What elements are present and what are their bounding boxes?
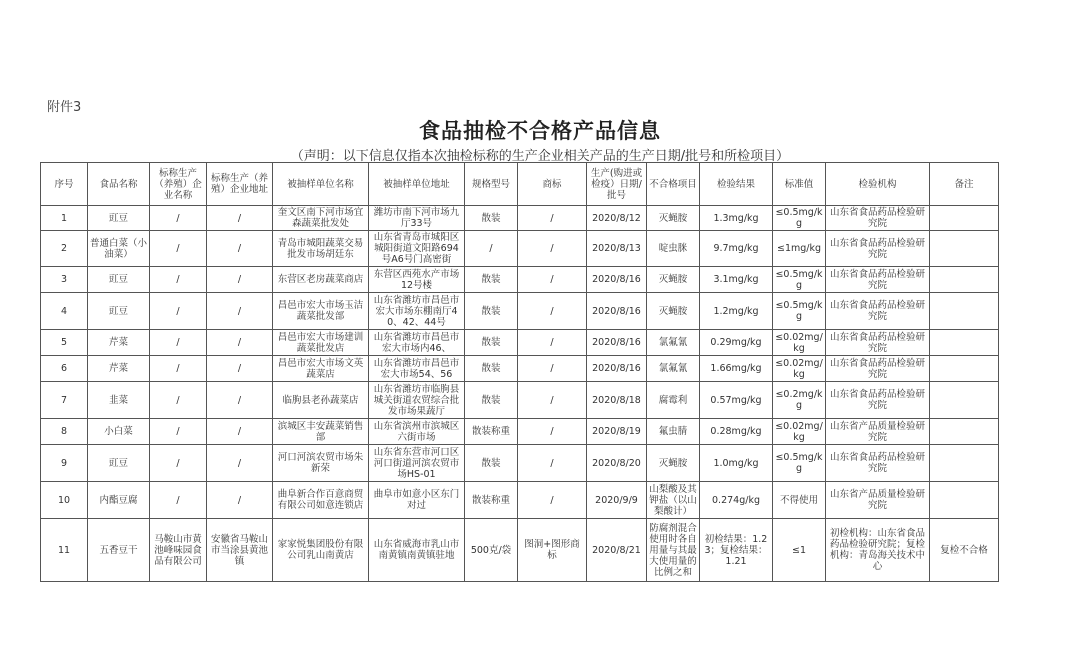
table-cell: 灭蝇胺 — [647, 445, 700, 482]
table-cell: 山东省食品药品检验研究院 — [826, 206, 930, 231]
table-cell: 山东省青岛市城阳区城阳街道文阳路694号A6号门高密街 — [369, 231, 465, 267]
table-row — [41, 330, 999, 356]
table-cell: 7 — [41, 382, 88, 419]
table-row — [41, 445, 999, 482]
page-title: 食品抽检不合格产品信息 — [419, 119, 661, 143]
table-cell: ≤0.2mg/kg — [773, 382, 826, 419]
table-cell: 2020/8/18 — [587, 382, 647, 419]
table-cell: 灭蝇胺 — [647, 267, 700, 293]
table-row — [41, 267, 999, 293]
table-cell: 散装称重 — [465, 482, 518, 519]
table-cell: 防腐剂混合使用时各自用量与其最大使用量的比例之和 — [647, 519, 700, 582]
table-cell: 2020/8/21 — [587, 519, 647, 582]
header-cell: 不合格项目 — [647, 163, 700, 206]
table-cell: / — [150, 231, 207, 267]
table-cell: 山东省食品药品检验研究院 — [826, 267, 930, 293]
table-cell: / — [150, 206, 207, 231]
table-cell — [930, 356, 999, 382]
header-cell: 被抽样单位地址 — [369, 163, 465, 206]
table-cell: 山东省威海市乳山市南黄镇南黄镇驻地 — [369, 519, 465, 582]
header-cell: 标称生产（养殖）企业名称 — [150, 163, 207, 206]
table-cell: 0.57mg/kg — [700, 382, 773, 419]
table-row — [41, 482, 999, 519]
table-cell: 河口河滨农贸市场朱新荣 — [273, 445, 369, 482]
table-cell: 2020/8/20 — [587, 445, 647, 482]
table-cell: 山东省滨州市滨城区六街市场 — [369, 419, 465, 445]
table-cell: 昌邑市宏大市场玉洁蔬菜批发部 — [273, 293, 369, 330]
table-cell: 500克/袋 — [465, 519, 518, 582]
table-cell: 奎文区南下河市场宜森蔬菜批发处 — [273, 206, 369, 231]
table-cell: / — [150, 293, 207, 330]
table-cell: 灭蝇胺 — [647, 293, 700, 330]
table-cell: 9.7mg/kg — [700, 231, 773, 267]
table-cell: 5 — [41, 330, 88, 356]
table-cell: 2020/8/13 — [587, 231, 647, 267]
table-cell: / — [518, 419, 587, 445]
table-cell: 豇豆 — [88, 267, 150, 293]
header-cell: 被抽样单位名称 — [273, 163, 369, 206]
unqualified-products-table — [40, 162, 999, 582]
table-cell: / — [518, 206, 587, 231]
table-cell: 马鞍山市黄池峰味园食品有限公司 — [150, 519, 207, 582]
table-cell — [930, 445, 999, 482]
table-cell: 复检不合格 — [930, 519, 999, 582]
table-cell — [930, 293, 999, 330]
table-cell: 小白菜 — [88, 419, 150, 445]
table-header-row — [41, 163, 999, 206]
table-cell: 10 — [41, 482, 88, 519]
table-cell: 4 — [41, 293, 88, 330]
table-cell: ≤0.02mg/kg — [773, 356, 826, 382]
table-cell: 山东省潍坊市昌邑市宏大市场54、56 — [369, 356, 465, 382]
table-cell: 散装 — [465, 445, 518, 482]
header-cell: 标准值 — [773, 163, 826, 206]
table-cell: 1.0mg/kg — [700, 445, 773, 482]
header-cell: 生产(购进或检疫）日期/批号 — [587, 163, 647, 206]
table-cell: 2020/8/19 — [587, 419, 647, 445]
table-cell: ≤0.5mg/kg — [773, 445, 826, 482]
table-cell: / — [518, 482, 587, 519]
table-cell: 昌邑市宏大市场文英蔬菜店 — [273, 356, 369, 382]
table-cell: ≤1 — [773, 519, 826, 582]
table-cell: / — [518, 231, 587, 267]
table-cell: 山东省产品质量检验研究院 — [826, 419, 930, 445]
table-cell: / — [465, 231, 518, 267]
table-cell: 芹菜 — [88, 356, 150, 382]
table-cell: 曲阜新合作百意商贸有限公司如意连锁店 — [273, 482, 369, 519]
table-cell: 山东省东营市河口区河口街道河滨农贸市场HS-01 — [369, 445, 465, 482]
table-cell: ≤0.5mg/kg — [773, 293, 826, 330]
table-cell: 0.274g/kg — [700, 482, 773, 519]
table-cell: 腐霉利 — [647, 382, 700, 419]
table-cell: 山东省食品药品检验研究院 — [826, 330, 930, 356]
table-cell: / — [518, 293, 587, 330]
table-cell: 1 — [41, 206, 88, 231]
table-cell — [930, 419, 999, 445]
header-cell: 规格型号 — [465, 163, 518, 206]
table-cell: / — [207, 293, 273, 330]
table-cell: 9 — [41, 445, 88, 482]
table-cell: 散装 — [465, 330, 518, 356]
table-cell: 山东省食品药品检验研究院 — [826, 382, 930, 419]
table-cell: 氯氟氰 — [647, 330, 700, 356]
table-cell: / — [518, 330, 587, 356]
table-cell: 内酯豆腐 — [88, 482, 150, 519]
header-cell: 检验结果 — [700, 163, 773, 206]
table-cell: 2020/9/9 — [587, 482, 647, 519]
table-cell: / — [518, 382, 587, 419]
table-cell: 普通白菜（小油菜） — [88, 231, 150, 267]
table-cell — [930, 482, 999, 519]
table-cell: / — [207, 330, 273, 356]
table-cell: 青岛市城阳蔬菜交易批发市场胡廷东 — [273, 231, 369, 267]
table-cell: 8 — [41, 419, 88, 445]
header-cell: 标称生产（养殖）企业地址 — [207, 163, 273, 206]
table-cell: 3.1mg/kg — [700, 267, 773, 293]
table-row — [41, 231, 999, 267]
table-cell: 11 — [41, 519, 88, 582]
table-cell: / — [207, 267, 273, 293]
table-cell: 1.66mg/kg — [700, 356, 773, 382]
table-cell: / — [518, 267, 587, 293]
table-cell: 昌邑市宏大市场建训蔬菜批发店 — [273, 330, 369, 356]
table-row — [41, 206, 999, 231]
table-cell: 山梨酸及其钾盐（以山梨酸计） — [647, 482, 700, 519]
table-cell: / — [150, 419, 207, 445]
table-cell — [930, 206, 999, 231]
table-cell: 6 — [41, 356, 88, 382]
table-cell: / — [150, 267, 207, 293]
table-cell: 东营区老房蔬菜商店 — [273, 267, 369, 293]
table-cell: ≤1mg/kg — [773, 231, 826, 267]
table-row — [41, 519, 999, 582]
table-cell: 不得使用 — [773, 482, 826, 519]
table-cell: 散装 — [465, 206, 518, 231]
table-cell: / — [207, 419, 273, 445]
table-cell: 2020/8/16 — [587, 267, 647, 293]
table-cell: 散装称重 — [465, 419, 518, 445]
table-cell: 3 — [41, 267, 88, 293]
table-row — [41, 382, 999, 419]
header-cell: 食品名称 — [88, 163, 150, 206]
table-cell: / — [518, 445, 587, 482]
header-cell: 商标 — [518, 163, 587, 206]
disclaimer-text: （声明：以下信息仅指本次抽检标称的生产企业相关产品的生产日期/批号和所检项目） — [290, 149, 790, 164]
table-cell: / — [150, 330, 207, 356]
table-cell: 滨城区丰安蔬菜销售部 — [273, 419, 369, 445]
table-body — [41, 206, 999, 582]
table-cell: / — [207, 356, 273, 382]
table-cell: 山东省食品药品检验研究院 — [826, 293, 930, 330]
table-cell: 2020/8/16 — [587, 293, 647, 330]
table-cell: / — [150, 482, 207, 519]
table-cell: 初检机构：山东省食品药品检验研究院；复检机构：青岛海关技术中心 — [826, 519, 930, 582]
table-cell: ≤0.5mg/kg — [773, 206, 826, 231]
table-row — [41, 419, 999, 445]
table-cell: 2020/8/16 — [587, 330, 647, 356]
table-cell: 山东省潍坊市昌邑市宏大市场东棚南厅40、42、44号 — [369, 293, 465, 330]
table-cell: 氯氟氰 — [647, 356, 700, 382]
table-cell: ≤0.02mg/kg — [773, 419, 826, 445]
table-cell: 安徽省马鞍山市当涂县黄池镇 — [207, 519, 273, 582]
table-cell: / — [207, 231, 273, 267]
table-cell — [930, 382, 999, 419]
table-cell: 韭菜 — [88, 382, 150, 419]
table-cell: 豇豆 — [88, 206, 150, 231]
table-cell: 图洞+图形商标 — [518, 519, 587, 582]
table-cell: 山东省潍坊市昌邑市宏大市场内46、 — [369, 330, 465, 356]
table-cell: / — [150, 445, 207, 482]
table-cell: 豇豆 — [88, 293, 150, 330]
table-cell: 芹菜 — [88, 330, 150, 356]
table-cell: 氟虫腈 — [647, 419, 700, 445]
table-cell: 散装 — [465, 382, 518, 419]
table-cell — [930, 231, 999, 267]
header-cell: 备注 — [930, 163, 999, 206]
table-cell: 啶虫脒 — [647, 231, 700, 267]
table-cell: 1.3mg/kg — [700, 206, 773, 231]
table-cell: 东营区西苑水产市场12号楼 — [369, 267, 465, 293]
table-cell: 临朐县老孙蔬菜店 — [273, 382, 369, 419]
table-cell: / — [207, 206, 273, 231]
table-cell: 五香豆干 — [88, 519, 150, 582]
table-cell: / — [207, 482, 273, 519]
header-cell: 序号 — [41, 163, 88, 206]
table-cell: ≤0.02mg/kg — [773, 330, 826, 356]
table-cell: 家家悦集团股份有限公司乳山南黄店 — [273, 519, 369, 582]
table-cell: 曲阜市如意小区东门对过 — [369, 482, 465, 519]
table-cell: 山东省食品药品检验研究院 — [826, 231, 930, 267]
table-cell: / — [207, 445, 273, 482]
table-cell: 散装 — [465, 267, 518, 293]
table-cell: 1.2mg/kg — [700, 293, 773, 330]
table-cell: 山东省潍坊市临朐县城关街道农贸综合批发市场果蔬厅 — [369, 382, 465, 419]
table-cell: / — [207, 382, 273, 419]
table-cell: 散装 — [465, 356, 518, 382]
header-cell: 检验机构 — [826, 163, 930, 206]
table-cell: 2020/8/12 — [587, 206, 647, 231]
table-cell: 0.29mg/kg — [700, 330, 773, 356]
table-row — [41, 356, 999, 382]
table-cell: 2020/8/16 — [587, 356, 647, 382]
table-cell: 潍坊市南下河市场九厅33号 — [369, 206, 465, 231]
table-cell: ≤0.5mg/kg — [773, 267, 826, 293]
table-cell — [930, 267, 999, 293]
table-row — [41, 293, 999, 330]
table-cell: 山东省食品药品检验研究院 — [826, 445, 930, 482]
table-cell: 山东省食品药品检验研究院 — [826, 356, 930, 382]
table-cell — [930, 330, 999, 356]
table-cell: / — [518, 356, 587, 382]
table-cell: / — [150, 382, 207, 419]
attachment-label: 附件3 — [47, 100, 82, 115]
table-cell: 0.28mg/kg — [700, 419, 773, 445]
table-cell: 灭蝇胺 — [647, 206, 700, 231]
table-cell: 2 — [41, 231, 88, 267]
table-cell: 初检结果：1.23；复检结果：1.21 — [700, 519, 773, 582]
table-cell: / — [150, 356, 207, 382]
table-cell: 山东省产品质量检验研究院 — [826, 482, 930, 519]
table-cell: 豇豆 — [88, 445, 150, 482]
table-cell: 散装 — [465, 293, 518, 330]
